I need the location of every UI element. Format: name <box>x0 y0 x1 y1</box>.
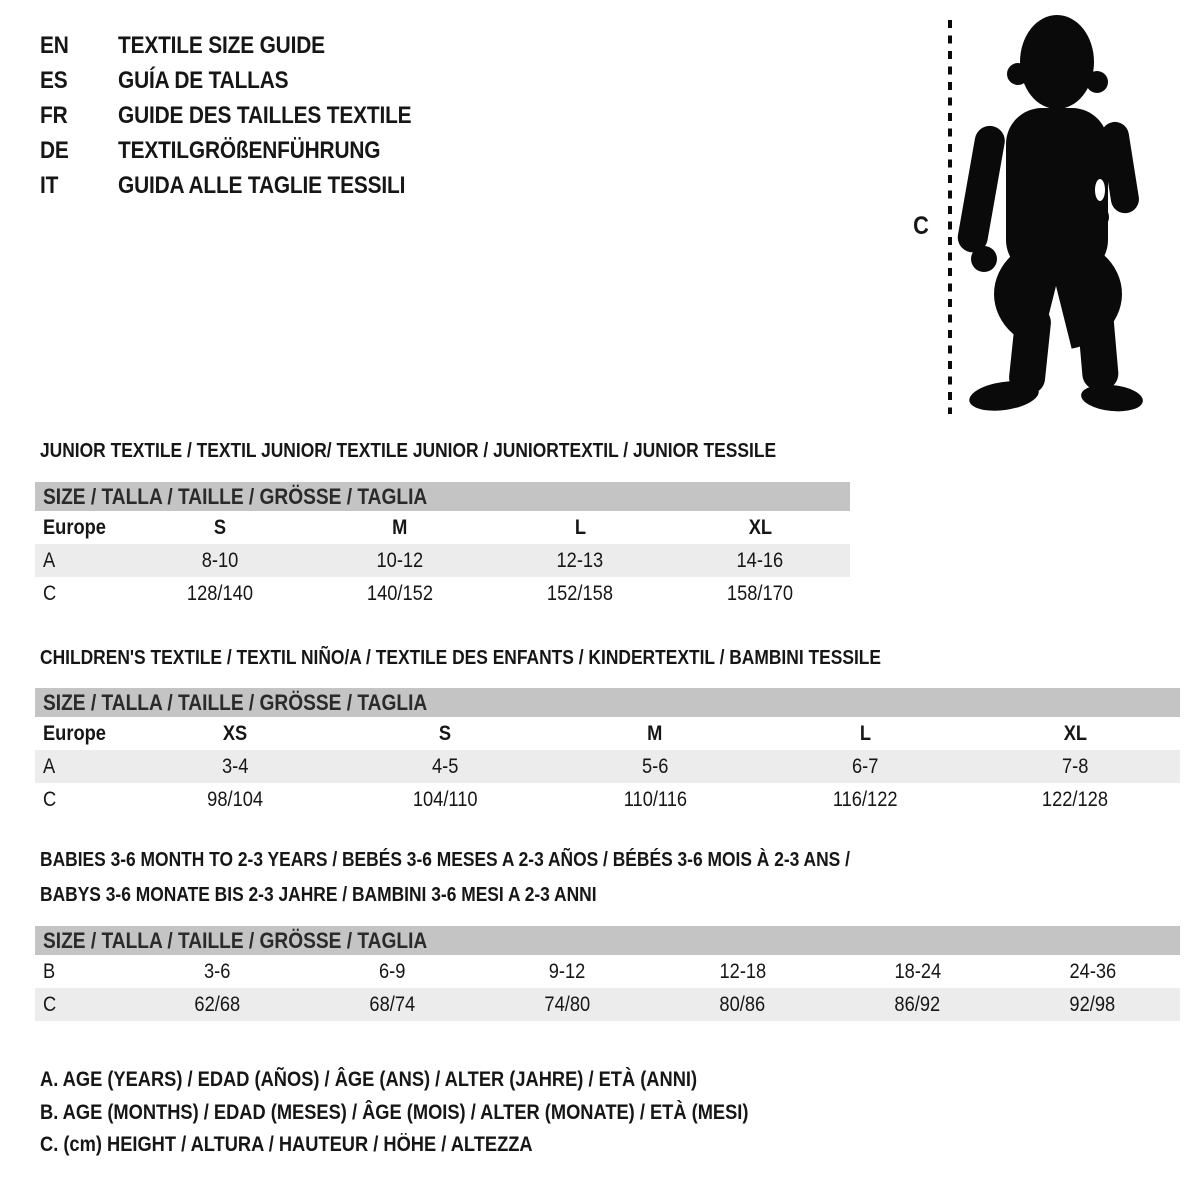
table-row <box>35 544 850 577</box>
legend-line-b: B. AGE (MONTHS) / EDAD (MESES) / ÂGE (MOIS) / ALTER (MONATE) / ETÀ (MESI) <box>40 1100 749 1124</box>
size-header-label: SIZE / TALLA / TAILLE / GRÖSSE / TAGLIA <box>43 927 428 953</box>
toddler-figure <box>930 14 1150 424</box>
cell-value: 12-18 <box>719 959 766 983</box>
cell-value: 152/158 <box>546 581 614 605</box>
language-row <box>40 168 455 203</box>
cell-value: 3-6 <box>204 959 231 983</box>
row-label: B <box>43 959 56 983</box>
cell-value: 3-4 <box>221 754 249 778</box>
cell-value: 18-24 <box>894 959 941 983</box>
section-title-babies-line1: BABIES 3-6 MONTH TO 2-3 YEARS / BEBÉS 3-6 MESES A 2-3 AÑOS / BÉBÉS 3-6 MOIS À 2-3 ANS / <box>40 849 850 871</box>
cell-value: 74/80 <box>544 992 591 1016</box>
junior-size-table <box>35 482 850 610</box>
cell-value: 140/152 <box>366 581 434 605</box>
cell-value: 68/74 <box>369 992 416 1016</box>
toddler-silhouette-icon <box>930 14 1150 424</box>
children-size-table <box>35 688 1180 816</box>
language-row <box>40 133 455 168</box>
cell-value: XS <box>222 721 248 745</box>
cell-value: 104/110 <box>412 787 478 811</box>
language-label: GUIDA ALLE TAGLIE TESSILI <box>118 171 406 199</box>
cell-value: 92/98 <box>1069 992 1116 1016</box>
row-label: A <box>43 754 56 778</box>
table-row <box>35 988 1180 1021</box>
cell-value: 12-13 <box>556 548 604 572</box>
row-label: Europe <box>43 515 106 539</box>
cell-value: 128/140 <box>186 581 254 605</box>
cell-value: M <box>392 515 408 539</box>
language-code: EN <box>40 31 69 59</box>
cell-value: S <box>438 721 452 745</box>
cell-value: 6-7 <box>851 754 879 778</box>
language-code: DE <box>40 136 69 164</box>
cell-value: 80/86 <box>719 992 766 1016</box>
cell-value: L <box>859 721 871 745</box>
cell-value: 7-8 <box>1061 754 1089 778</box>
language-code: FR <box>40 101 68 129</box>
language-label: TEXTILGRÖßENFÜHRUNG <box>118 136 381 164</box>
language-label: GUIDE DES TAILLES TEXTILE <box>118 101 412 129</box>
babies-size-table <box>35 926 1180 1021</box>
cell-value: 62/68 <box>194 992 241 1016</box>
table-row <box>35 717 1180 750</box>
cell-value: 9-12 <box>549 959 586 983</box>
cell-value: 5-6 <box>641 754 669 778</box>
table-header <box>35 482 850 511</box>
size-header-label: SIZE / TALLA / TAILLE / GRÖSSE / TAGLIA <box>43 689 428 715</box>
height-measure-label: C <box>913 212 929 240</box>
cell-value: M <box>647 721 663 745</box>
cell-value: 24-36 <box>1069 959 1116 983</box>
table-header <box>35 926 1180 955</box>
legend-line-a: A. AGE (YEARS) / EDAD (AÑOS) / ÂGE (ANS) / ALTER (JAHRE) / ETÀ (ANNI) <box>40 1068 698 1092</box>
cell-value: 14-16 <box>736 548 784 572</box>
cell-value: 116/122 <box>832 787 898 811</box>
cell-value: S <box>213 515 227 539</box>
row-label: A <box>43 548 56 572</box>
row-label: C <box>43 992 57 1016</box>
table-row <box>35 955 1180 988</box>
table-row <box>35 511 850 544</box>
measure-legend <box>40 1064 854 1162</box>
language-title-block <box>40 28 455 203</box>
language-label: TEXTILE SIZE GUIDE <box>118 31 325 59</box>
section-title-junior: JUNIOR TEXTILE / TEXTIL JUNIOR/ TEXTILE JUNIOR / JUNIORTEXTIL / JUNIOR TESSILE <box>40 440 777 462</box>
cell-value: 98/104 <box>207 787 263 811</box>
cell-value: L <box>574 515 586 539</box>
cell-value: 86/92 <box>894 992 941 1016</box>
language-row <box>40 28 455 63</box>
cell-value: XL <box>1063 721 1087 745</box>
row-label: C <box>43 581 57 605</box>
language-label: GUÍA DE TALLAS <box>118 66 289 94</box>
cell-value: XL <box>748 515 772 539</box>
language-row <box>40 63 455 98</box>
cell-value: 6-9 <box>379 959 406 983</box>
section-title-babies-line2: BABYS 3-6 MONATE BIS 2-3 JAHRE / BAMBINI 3-6 MESI A 2-3 ANNI <box>40 884 597 906</box>
table-row <box>35 577 850 610</box>
language-code: ES <box>40 66 68 94</box>
row-label: C <box>43 787 57 811</box>
language-code: IT <box>40 171 59 199</box>
cell-value: 10-12 <box>376 548 424 572</box>
cell-value: 8-10 <box>201 548 239 572</box>
table-row <box>35 750 1180 783</box>
table-header <box>35 688 1180 717</box>
language-row <box>40 98 455 133</box>
size-header-label: SIZE / TALLA / TAILLE / GRÖSSE / TAGLIA <box>43 483 428 509</box>
cell-value: 158/170 <box>726 581 794 605</box>
cell-value: 4-5 <box>431 754 459 778</box>
cell-value: 110/116 <box>623 787 687 811</box>
cell-value: 122/128 <box>1041 787 1109 811</box>
table-row <box>35 783 1180 816</box>
legend-line-c: C. (cm) HEIGHT / ALTURA / HAUTEUR / HÖHE / ALTEZZA <box>40 1133 533 1157</box>
row-label: Europe <box>43 721 106 745</box>
section-title-children: CHILDREN'S TEXTILE / TEXTIL NIÑO/A / TEXTILE DES ENFANTS / KINDERTEXTIL / BAMBINI TESSILE <box>40 647 882 669</box>
